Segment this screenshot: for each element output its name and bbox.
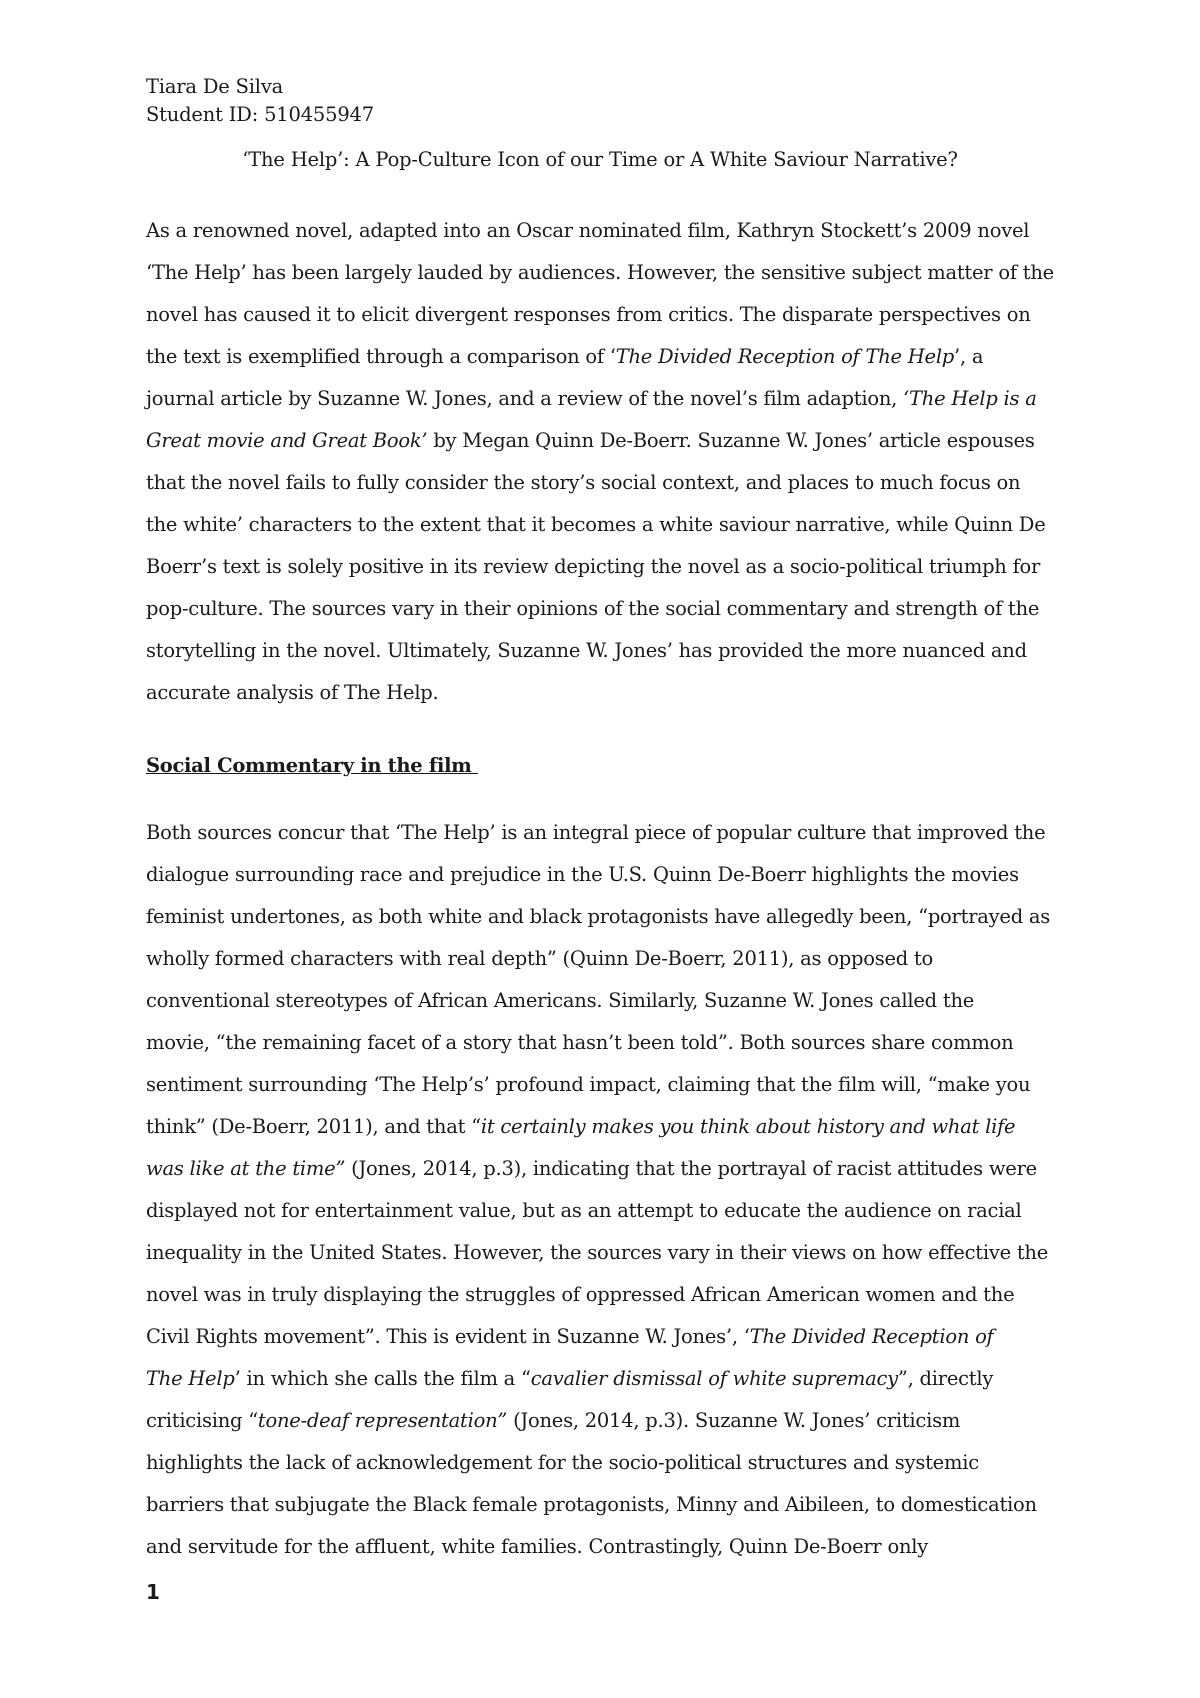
text-line <box>146 1154 1037 1184</box>
text-line: feminist undertones, as both white and black protagonists have allegedly been, “portrayed as <box>146 905 1051 928</box>
text-line <box>146 384 1037 414</box>
text-line <box>146 342 983 372</box>
text-line <box>146 1406 960 1436</box>
italic-title: ‘The Help is a <box>903 387 1037 410</box>
text-line: that the novel fails to fully consider the story’s social context, and places to much focus on <box>146 471 1021 494</box>
text-segment: by Megan Quinn De-Boerr. Suzanne W. Jones’ article espouses <box>427 429 1035 452</box>
text-line: Boerr’s text is solely positive in its review depicting the novel as a socio-political triumph for <box>146 555 1041 578</box>
text-line <box>146 426 1035 456</box>
text-line: wholly formed characters with real depth” (Quinn De-Boerr, 2011), as opposed to <box>146 947 933 970</box>
text-line: ‘The Help’ has been largely lauded by audiences. However, the sensitive subject matter of the <box>146 261 1054 284</box>
text-line: inequality in the United States. However, the sources vary in their views on how effective the <box>146 1241 1049 1264</box>
italic-title: The Help <box>146 1367 235 1390</box>
italic-quote: it certainly makes you think about history and what life <box>480 1115 1016 1138</box>
text-segment: criticising “ <box>146 1409 258 1432</box>
text-line: highlights the lack of acknowledgement for the socio-political structures and systemic <box>146 1451 979 1474</box>
text-line: As a renowned novel, adapted into an Oscar nominated film, Kathryn Stockett’s 2009 novel <box>146 219 1030 242</box>
text-line: pop-culture. The sources vary in their opinions of the social commentary and strength of the <box>146 597 1040 620</box>
text-segment: Civil Rights movement”. This is evident in Suzanne W. Jones’, ‘ <box>146 1325 750 1348</box>
italic-quote: tone-deaf representation” <box>257 1409 508 1432</box>
text-line: movie, “the remaining facet of a story that hasn’t been told”. Both sources share common <box>146 1031 1014 1054</box>
text-line: conventional stereotypes of African Americans. Similarly, Suzanne W. Jones called the <box>146 989 975 1012</box>
italic-title: The Divided Reception of <box>749 1325 994 1348</box>
text-segment: (Jones, 2014, p.3). Suzanne W. Jones’ criticism <box>507 1409 961 1432</box>
text-line: novel was in truly displaying the struggles of oppressed African American women and the <box>146 1283 1015 1306</box>
text-segment: think” (De-Boerr, 2011), and that “ <box>146 1115 481 1138</box>
text-segment: ’ in which she calls the film a “ <box>234 1367 531 1390</box>
text-segment: the text is exemplified through a comparison of ‘ <box>146 345 616 368</box>
text-line: novel has caused it to elicit divergent responses from critics. The disparate perspectives on <box>146 303 1031 326</box>
text-line <box>146 1322 994 1352</box>
section-heading: Social Commentary in the film <box>146 754 478 777</box>
italic-quote: cavalier dismissal of white supremacy <box>530 1367 898 1390</box>
italic-title: Great movie and Great Book’ <box>146 429 428 452</box>
text-line: accurate analysis of The Help. <box>146 681 439 704</box>
text-line: sentiment surrounding ‘The Help’s’ profound impact, claiming that the film will, “make you <box>146 1073 1031 1096</box>
text-segment: ”, directly <box>897 1367 994 1390</box>
italic-quote: was like at the time” <box>146 1157 346 1180</box>
text-line <box>146 1364 993 1394</box>
text-line: displayed not for entertainment value, but as an attempt to educate the audience on racial <box>146 1199 1022 1222</box>
text-line: barriers that subjugate the Black female protagonists, Minny and Aibileen, to domestication <box>146 1493 1037 1516</box>
text-line: dialogue surrounding race and prejudice in the U.S. Quinn De-Boerr highlights the movies <box>146 863 1019 886</box>
text-line: storytelling in the novel. Ultimately, Suzanne W. Jones’ has provided the more nuanced and <box>146 639 1027 662</box>
page-number: 1 <box>146 1580 160 1604</box>
text-segment: (Jones, 2014, p.3), indicating that the portrayal of racist attitudes were <box>345 1157 1037 1180</box>
text-line: the white’ characters to the extent that it becomes a white saviour narrative, while Quinn De <box>146 513 1046 536</box>
student-id: Student ID: 510455947 <box>146 103 374 126</box>
italic-title: The Divided Reception of The Help <box>615 345 955 368</box>
text-line <box>146 1112 1015 1142</box>
author-name: Tiara De Silva <box>146 75 284 98</box>
text-line: and servitude for the affluent, white families. Contrastingly, Quinn De-Boerr only <box>146 1535 928 1558</box>
essay-title: ‘The Help’: A Pop-Culture Icon of our Time or A White Saviour Narrative? <box>242 148 958 171</box>
text-segment: journal article by Suzanne W. Jones, and a review of the novel’s film adaption, <box>146 387 904 410</box>
text-line: Both sources concur that ‘The Help’ is an integral piece of popular culture that improved the <box>146 821 1046 844</box>
text-segment: ’, a <box>954 345 984 368</box>
